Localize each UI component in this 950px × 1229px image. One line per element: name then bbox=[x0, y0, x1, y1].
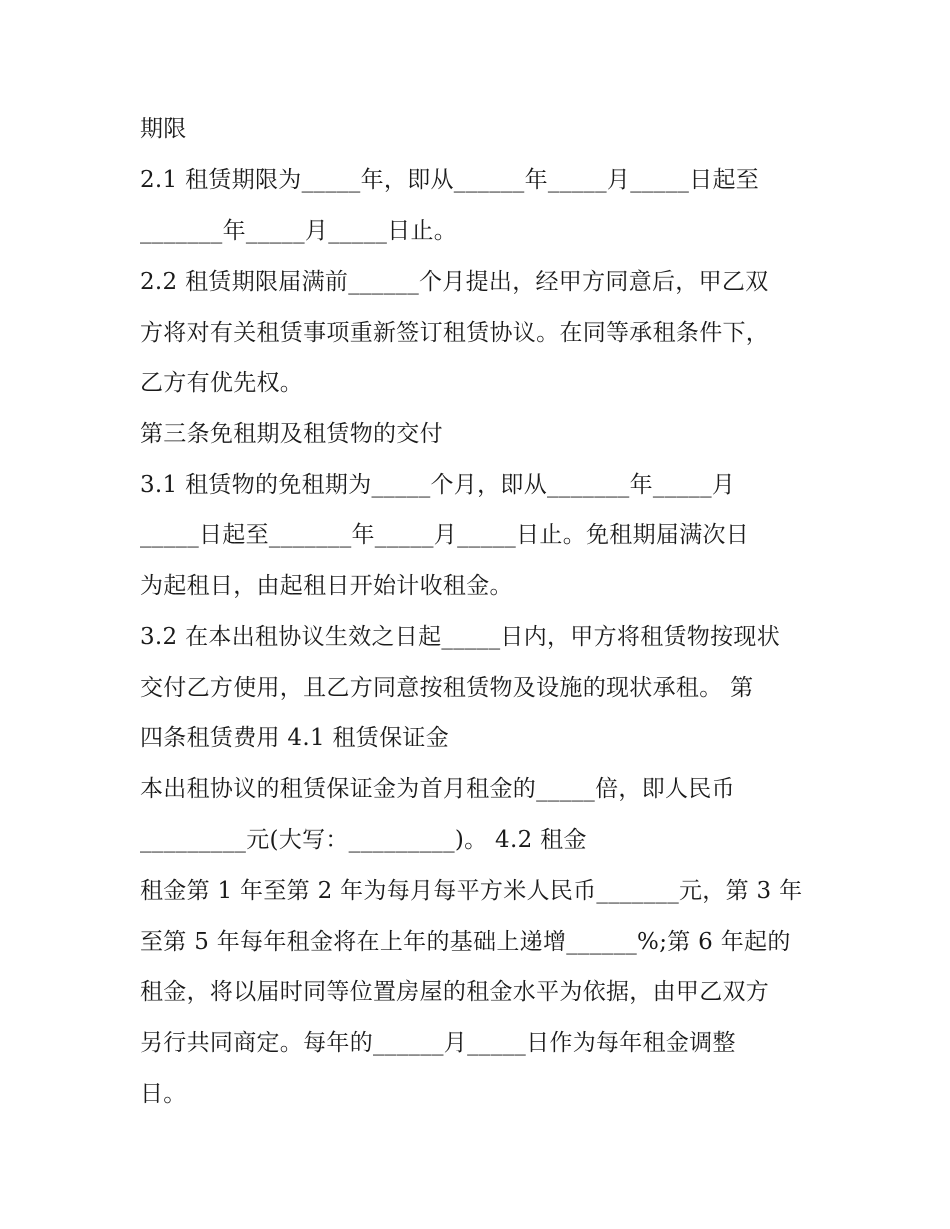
text-line: 3.1 租赁物的免租期为_____个月，即从_______年_____月 bbox=[140, 472, 736, 498]
text-line: 另行共同商定。每年的______月_____日作为每年租金调整 bbox=[140, 1030, 736, 1056]
text-line: 方将对有关租赁事项重新签订租赁协议。在同等承租条件下， bbox=[140, 320, 770, 346]
text-line: _________元(大写：_________)。 4.2 租金 bbox=[140, 827, 587, 853]
text-line: 租金，将以届时同等位置房屋的租金水平为依据，由甲乙双方 bbox=[140, 979, 770, 1005]
text-line: 交付乙方使用，且乙方同意按租赁物及设施的现状承租。 第 bbox=[140, 675, 754, 701]
text-line: _______年_____月_____日止。 bbox=[140, 218, 458, 244]
text-line: 日。 bbox=[140, 1081, 187, 1107]
text-line: 租金第 1 年至第 2 年为每月每平方米人民币_______元，第 3 年 bbox=[140, 878, 803, 904]
text-line: _____日起至_______年_____月_____日止。免租期届满次日 bbox=[140, 522, 750, 548]
text-line: 3.2 在本出租协议生效之日起_____日内，甲方将租赁物按现状 bbox=[140, 624, 780, 650]
text-line: 2.2 租赁期限届满前______个月提出，经甲方同意后，甲乙双 bbox=[140, 269, 769, 295]
text-line: 本出租协议的租赁保证金为首月租金的_____倍，即人民币 bbox=[140, 776, 735, 802]
text-line: 四条租赁费用 4.1 租赁保证金 bbox=[140, 725, 449, 751]
text-line: 至第 5 年每年租金将在上年的基础上递增______%;第 6 年起的 bbox=[140, 929, 791, 955]
text-line: 为起租日，由起租日开始计收租金。 bbox=[140, 573, 513, 599]
text-line: 期限 bbox=[140, 116, 187, 142]
section-heading: 第三条免租期及租赁物的交付 bbox=[140, 421, 443, 447]
text-line: 乙方有优先权。 bbox=[140, 370, 304, 396]
text-line: 2.1 租赁期限为_____年，即从______年_____月_____日起至 bbox=[140, 167, 760, 193]
